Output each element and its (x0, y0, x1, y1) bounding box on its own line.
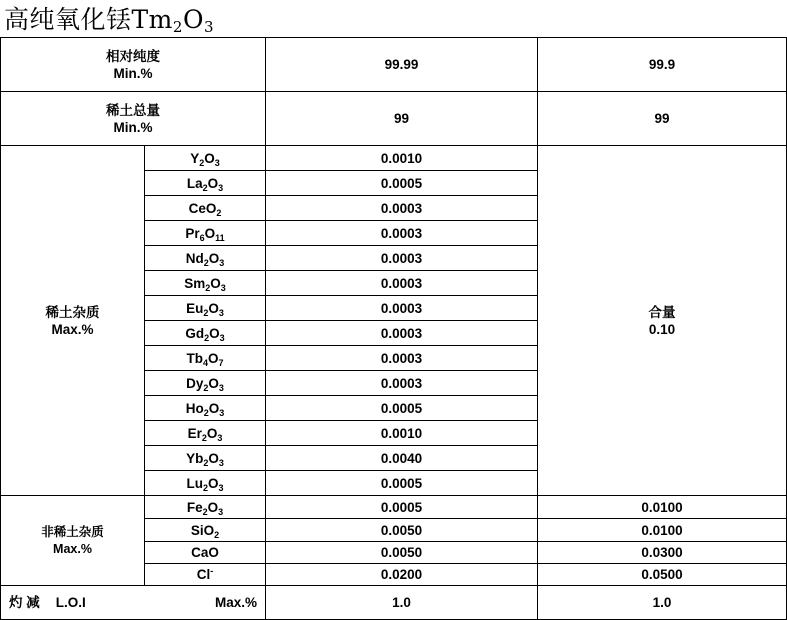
formula-part: 3 (218, 382, 224, 393)
formula-part: 2 (203, 457, 209, 468)
formula (189, 201, 222, 216)
impurity-formula (145, 346, 266, 371)
combined-value: 0.10 (648, 321, 676, 337)
formula (186, 351, 223, 366)
formula-part: Y (190, 150, 200, 166)
impurity-value: 0.0040 (266, 446, 538, 471)
formula-part: 3 (218, 482, 224, 493)
formula-part: O (209, 325, 220, 341)
loi-row (1, 586, 787, 620)
page-title: 高纯氧化铥$Tm_2O_3$ (4, 5, 214, 36)
formula-part: Sm (184, 275, 206, 291)
formula (191, 523, 219, 538)
formula-part: 3 (220, 282, 226, 293)
formula-part: 3 (218, 307, 224, 318)
formula-part: 2 (214, 529, 220, 540)
impurity-formula (145, 519, 266, 542)
formula-part: Nd (185, 250, 204, 266)
formula-part: CeO (188, 200, 217, 216)
formula-part: O (207, 475, 219, 491)
impurity-value-grade2: 0.0500 (538, 564, 787, 586)
formula-part: O (210, 275, 221, 291)
formula-part: O (207, 350, 219, 366)
impurity-value: 0.0005 (266, 471, 538, 496)
formula (186, 301, 224, 316)
formula-part: Fe (186, 499, 203, 515)
impurity-formula (145, 296, 266, 321)
treo-value-grade2: 99 (538, 92, 787, 146)
formula-part: La (186, 175, 203, 191)
impurity-value: 0.0003 (266, 296, 538, 321)
formula (187, 176, 223, 191)
impurity-value-grade2: 0.0100 (538, 519, 787, 542)
impurity-value: 0.0005 (266, 171, 538, 196)
formula (185, 326, 224, 341)
formula-part: 3 (214, 157, 220, 168)
formula (186, 401, 225, 416)
formula-part: - (210, 566, 214, 576)
impurity-formula (145, 271, 266, 296)
impurity-value: 0.0003 (266, 371, 538, 396)
impurity-value: 0.0003 (266, 246, 538, 271)
formula-part: 2 (201, 432, 207, 443)
impurity-value: 0.0003 (266, 271, 538, 296)
formula-part: 3 (218, 506, 224, 517)
impurity-value-grade1: 0.0200 (266, 564, 538, 586)
impurity-value: 0.0010 (266, 146, 538, 171)
formula (197, 567, 214, 582)
formula (186, 476, 223, 491)
formula-part: Tb (186, 350, 203, 366)
impurity-value-grade1: 0.0050 (266, 542, 538, 564)
formula-part: 11 (215, 232, 225, 243)
purity-value-grade2: 99.9 (538, 38, 787, 92)
formula (190, 151, 220, 166)
non-re-impurity-row (1, 496, 787, 519)
formula-part: 2 (203, 307, 209, 318)
formula-part: 2 (203, 382, 209, 393)
formula (187, 500, 223, 515)
formula-part: 3 (217, 432, 223, 443)
impurity-formula (145, 246, 266, 271)
formula-part: 2 (216, 207, 222, 218)
formula-part: 2 (199, 157, 205, 168)
impurity-formula (145, 146, 266, 171)
impurity-formula (145, 446, 266, 471)
treo-row (1, 92, 787, 146)
re-combined-total (538, 146, 787, 496)
impurity-value-grade2: 0.0300 (538, 542, 787, 564)
impurity-value: 0.0003 (266, 196, 538, 221)
formula-part: O (208, 375, 219, 391)
impurity-value-grade1: 0.0005 (266, 496, 538, 519)
formula-part: SiO (190, 522, 215, 538)
formula-part: O (208, 450, 219, 466)
formula-part: 3 (218, 182, 224, 193)
combined-label: 合量 (648, 304, 676, 320)
formula (191, 545, 219, 560)
formula-part: O (207, 499, 219, 515)
impurity-formula (145, 171, 266, 196)
loi-label: 灼 减 L.O.I (1, 586, 145, 620)
re-impurity-label-cn: 稀土杂质 (45, 304, 100, 320)
impurity-formula (145, 421, 266, 446)
formula-part: 3 (219, 332, 225, 343)
formula-part: 2 (204, 332, 210, 343)
spec-table (0, 37, 787, 620)
impurity-formula (145, 221, 266, 246)
formula-part: O (208, 250, 220, 266)
formula (188, 426, 223, 441)
formula-part: Dy (186, 375, 204, 391)
impurity-value: 0.0003 (266, 321, 538, 346)
purity-label: 相对纯度 Min.% (1, 38, 266, 92)
non-re-label-cn: 非稀土杂质 (41, 524, 104, 539)
treo-value-grade1: 99 (266, 92, 538, 146)
formula (184, 276, 226, 291)
formula-part: 2 (202, 182, 208, 193)
impurity-formula (145, 471, 266, 496)
formula-part: 6 (199, 232, 205, 243)
impurity-value-grade2: 0.0100 (538, 496, 787, 519)
formula-part: Ho (185, 400, 204, 416)
formula-part: 2 (203, 407, 209, 418)
formula-part: O (206, 425, 218, 441)
formula-part: 3 (219, 407, 225, 418)
formula-part: 7 (218, 357, 224, 368)
formula-part: Gd (185, 325, 205, 341)
spec-table-container (0, 37, 787, 619)
impurity-formula (145, 542, 266, 564)
formula-part: Eu (186, 300, 204, 316)
impurity-row (1, 146, 787, 171)
non-re-label-unit: Max.% (53, 541, 92, 556)
non-re-impurity-label (1, 496, 145, 586)
formula (185, 226, 224, 241)
impurity-value-grade1: 0.0050 (266, 519, 538, 542)
impurity-value: 0.0010 (266, 421, 538, 446)
formula-part: 2 (205, 282, 211, 293)
loi-unit: Max.% (145, 586, 266, 620)
formula-part: Pr (185, 225, 200, 241)
formula-part: O (208, 300, 219, 316)
impurity-formula (145, 371, 266, 396)
impurity-formula (145, 564, 266, 586)
formula-part: 3 (219, 257, 225, 268)
formula (186, 251, 225, 266)
formula (186, 451, 224, 466)
treo-label: 稀土总量 Min.% (1, 92, 266, 146)
formula-part: 3 (218, 457, 224, 468)
formula-part: O (207, 175, 219, 191)
impurity-value: 0.0003 (266, 346, 538, 371)
impurity-value: 0.0005 (266, 396, 538, 421)
purity-row (1, 38, 787, 92)
formula-part: Lu (186, 475, 203, 491)
formula (186, 376, 224, 391)
formula-part: Er (187, 425, 202, 441)
re-impurity-label (1, 146, 145, 496)
formula-part: O (204, 225, 216, 241)
impurity-value: 0.0003 (266, 221, 538, 246)
impurity-formula (145, 396, 266, 421)
formula-part: 2 (202, 482, 208, 493)
formula-part: O (208, 400, 220, 416)
formula-part: O (204, 150, 215, 166)
loi-value-grade1: 1.0 (266, 586, 538, 620)
re-impurity-label-unit: Max.% (51, 321, 94, 337)
formula-part: 4 (202, 357, 208, 368)
impurity-formula (145, 321, 266, 346)
impurity-formula (145, 496, 266, 519)
impurity-formula (145, 196, 266, 221)
formula-part: Cl (196, 567, 211, 582)
purity-value-grade1: 99.99 (266, 38, 538, 92)
loi-value-grade2: 1.0 (538, 586, 787, 620)
formula-part: 2 (203, 257, 209, 268)
formula-part: Yb (186, 450, 204, 466)
formula-part: CaO (191, 545, 219, 560)
formula-part: 2 (202, 506, 208, 517)
